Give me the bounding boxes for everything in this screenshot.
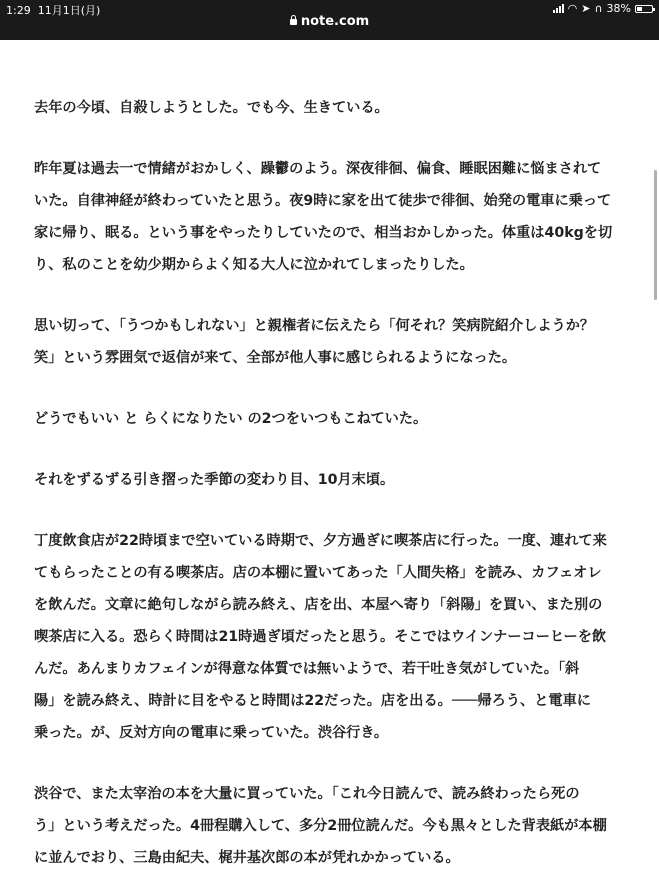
headphones-icon: ∩ (594, 2, 603, 15)
article-paragraph (34, 464, 636, 496)
paragraph-line: に並んでおり、三島由紀夫、梶井基次郎の本が凭れかかっている。 (34, 850, 460, 866)
lock-icon (290, 19, 297, 25)
article-paragraph (34, 525, 636, 749)
paragraph-line: 昨年夏は過去一で情緒がおかしく、躁鬱のよう。深夜徘徊、偏食、睡眠困難に悩まされて (34, 161, 602, 177)
article-paragraph (34, 153, 636, 281)
paragraph-line: う」という考えだった。4冊程購入して、多分2冊位読んだ。今も黒々とした背表紙が本棚 (34, 818, 607, 834)
cellular-signal-icon (553, 4, 564, 13)
address-bar[interactable] (0, 14, 659, 29)
location-arrow-icon: ➤ (581, 2, 591, 15)
article-paragraph (34, 778, 636, 874)
wifi-icon: ◠ (567, 2, 578, 15)
paragraph-line: を飲んだ。文章に絶句しながら読み終え、店を出、本屋へ寄り「斜陽」を買い、また別の (34, 597, 603, 613)
paragraph-line: 陽」を読み終え、時計に目をやると時間は22だった。店を出る。───帰ろう、と電車に (34, 693, 591, 709)
paragraph-line: 思い切って、「うつかもしれない」と親権者に伝えたら「何それ？笑病院紹介しようか？ (34, 318, 595, 334)
paragraph-line: 乗った。が、反対方向の電車に乗っていた。渋谷行き。 (34, 725, 389, 741)
paragraph-line: いた。自律神経が終わっていたと思う。夜9時に家を出て徒歩で徘徊、始発の電車に乗って (34, 193, 612, 209)
status-bar (0, 0, 659, 40)
article-paragraph (34, 403, 636, 435)
paragraph-line: 家に帰り、眠る。という事をやったりしていたので、相当おかしかった。体重は40kgを切 (34, 225, 613, 241)
paragraph-line: それをずるずる引き摺った季節の変わり目、10月末頃。 (34, 472, 395, 488)
paragraph-line: んだ。あんまりカフェインが得意な体質では無いようで、若干吐き気がしていた。「斜 (34, 661, 580, 677)
paragraph-line: てもらったことの有る喫茶店。店の本棚に置いてあった「人間失格」を読み、カフェオレ (34, 565, 602, 581)
scroll-indicator[interactable] (654, 170, 657, 300)
battery-percent: 38% (606, 2, 631, 15)
article-body (34, 92, 636, 885)
article-paragraph (34, 310, 636, 374)
article-paragraph (34, 92, 636, 124)
clock-time: 1:29 (6, 4, 31, 17)
paragraph-line: 笑」という雰囲気で返信が来て、全部が他人事に感じられるようになった。 (34, 350, 517, 366)
paragraph-line: 去年の今頃、自殺しようとした。でも今、生きている。 (34, 100, 389, 116)
paragraph-line: 喫茶店に入る。恐らく時間は21時過ぎ頃だったと思う。そこではウインナーコーヒーを飲 (34, 629, 607, 645)
paragraph-line: り、私のことを幼少期からよく知る大人に泣かれてしまったりした。 (34, 257, 474, 273)
battery-icon (635, 5, 653, 13)
paragraph-line: どうでもいい と らくになりたい の2つをいつもこねていた。 (34, 411, 428, 427)
paragraph-line: 渋谷で、また太宰治の本を大量に買っていた。「これ今日読んで、読み終わったら死の (34, 786, 580, 802)
paragraph-line: 丁度飲食店が22時頃まで空いている時期で、夕方過ぎに喫茶店に行った。一度、連れて来 (34, 533, 607, 549)
battery-fill (637, 7, 642, 11)
status-date: 11月1日(月) (37, 4, 101, 17)
url-text[interactable]: note.com (300, 14, 370, 29)
